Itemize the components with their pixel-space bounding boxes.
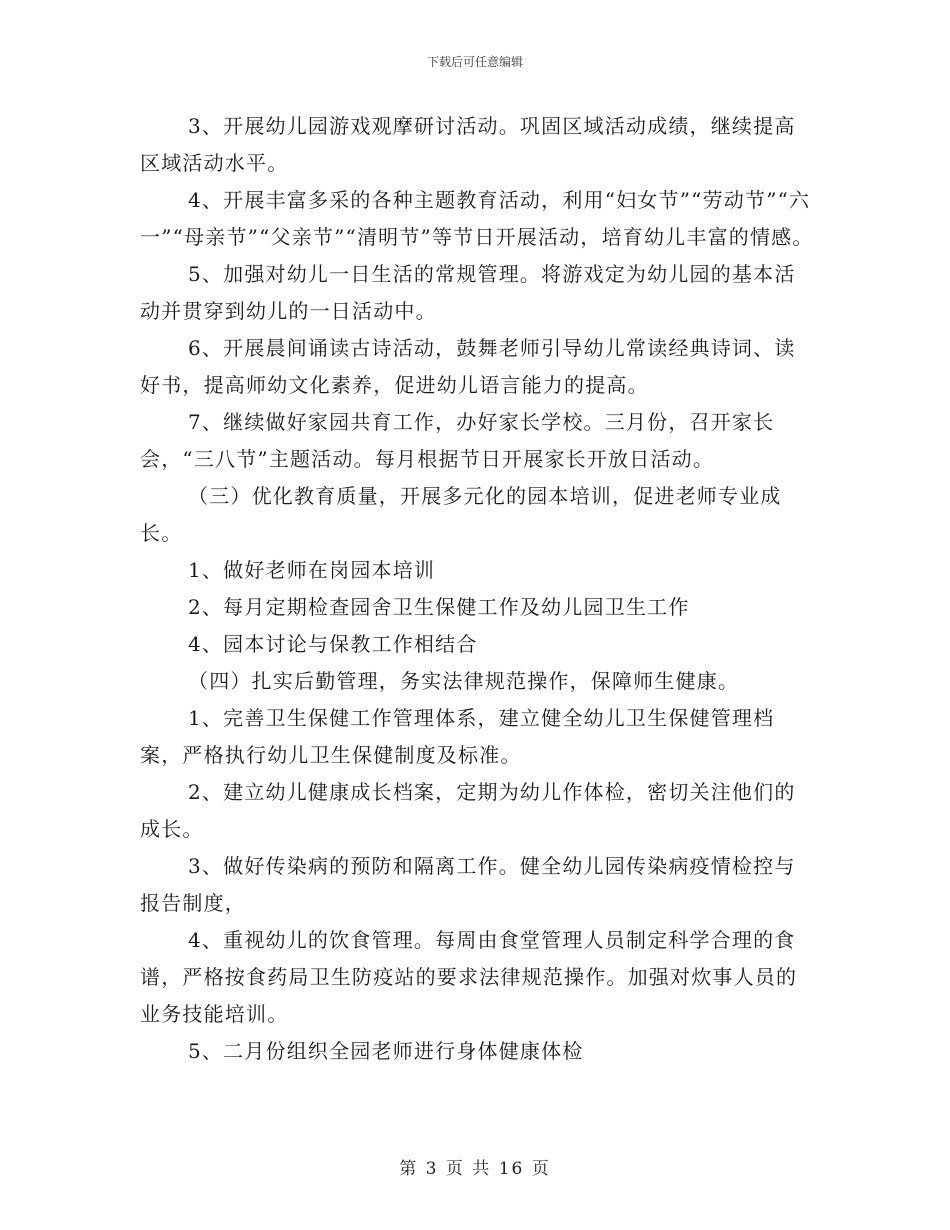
document-body <box>140 108 815 1070</box>
paragraph-health-1: 1、完善卫生保健工作管理体系，建立健全幼儿卫生保健管理档案，严格执行幼儿卫生保健制度及标准。 <box>140 706 775 767</box>
paragraph-training-1: 1、做好老师在岗园本培训 <box>188 558 436 582</box>
paragraph-item-3-game-activity: 3、开展幼儿园游戏观摩研讨活动。巩固区域活动成绩，继续提高区域活动水平。 <box>140 114 796 175</box>
paragraph-health-3: 3、做好传染病的预防和隔离工作。健全幼儿园传染病疫情检控与报告制度， <box>140 854 796 915</box>
section-heading-3: （三）优化教育质量，开展多元化的园本培训，促进老师专业成长。 <box>140 484 782 545</box>
paragraph-item-7-home-school: 7、继续做好家园共育工作，办好家长学校。三月份，召开家长会，“三八节”主题活动。每月根据节日开展家长开放日活动。 <box>140 410 775 471</box>
page-number: 第 3 页 共 16 页 <box>399 1159 551 1179</box>
section-heading-4: （四）扎实后勤管理，务实法律规范操作，保障师生健康。 <box>188 669 740 693</box>
paragraph-training-4: 4、园本讨论与保教工作相结合 <box>188 632 478 656</box>
page-header-note: 下载后可任意编辑 <box>426 55 523 69</box>
paragraph-item-4-theme-education: 4、开展丰富多采的各种主题教育活动，利用“妇女节”“劳动节”“六一”“母亲节”“父亲节”“清明节”等节日开展活动，培育幼儿丰富的情感。 <box>140 188 814 249</box>
paragraph-health-2: 2、建立幼儿健康成长档案，定期为幼儿作体检，密切关注他们的成长。 <box>140 780 796 841</box>
paragraph-training-2: 2、每月定期检查园舍卫生保健工作及幼儿园卫生工作 <box>188 595 690 619</box>
paragraph-item-6-poetry-reading: 6、开展晨间诵读古诗活动，鼓舞老师引导幼儿常读经典诗词、读好书，提高师幼文化素养，促进幼儿语言能力的提高。 <box>140 336 796 397</box>
paragraph-health-4: 4、重视幼儿的饮食管理。每周由食堂管理人员制定科学合理的食谱，严格按食药局卫生防疫站的要求法律规范操作。加强对炊事人员的业务技能培训。 <box>140 928 798 1026</box>
paragraph-health-5: 5、二月份组织全园老师进行身体健康体检 <box>188 1039 584 1063</box>
paragraph-item-5-daily-management: 5、加强对幼儿一日生活的常规管理。将游戏定为幼儿园的基本活动并贯穿到幼儿的一日活动中。 <box>140 262 796 323</box>
